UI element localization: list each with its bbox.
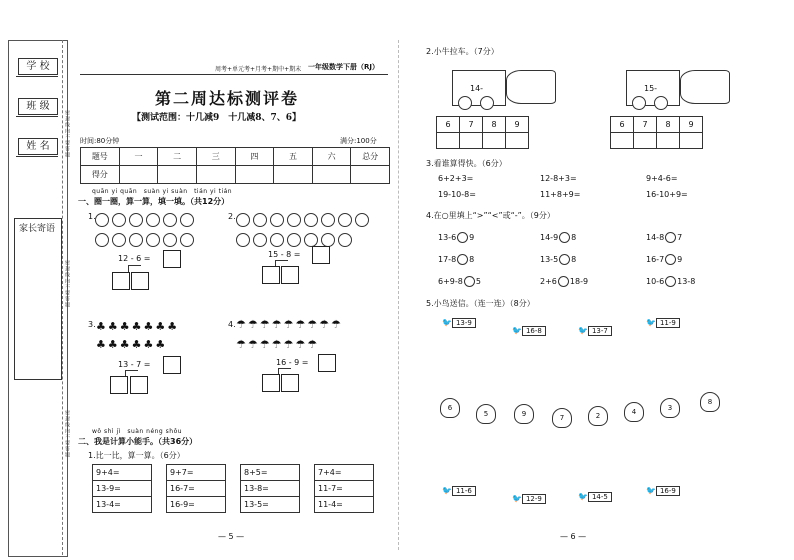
bird-tag: 14-5	[588, 492, 612, 502]
series-label: 周考+单元考+月考+期中+期末	[215, 66, 302, 73]
mitten-target[interactable]: 2	[588, 406, 608, 426]
cart-answer[interactable]	[437, 133, 460, 149]
calc-item[interactable]: 13-9=	[93, 481, 152, 497]
q4-compare-label: 4.在○里填上“>”“<”或“-”。（9分）	[426, 211, 555, 220]
tomatoes-row2	[95, 232, 197, 251]
bird-tag: 16-8	[522, 326, 546, 336]
q2-number: 2.	[228, 212, 236, 221]
page-divider	[398, 40, 399, 550]
basketball-icon	[236, 233, 250, 247]
bird-icon: 🐦	[442, 318, 452, 327]
school-field[interactable]	[16, 76, 58, 77]
compare-circle[interactable]	[559, 254, 570, 265]
umbrella-icon: ☂	[295, 318, 308, 331]
cart-answer[interactable]	[611, 133, 634, 149]
bird-icon: 🐦	[578, 326, 588, 335]
quick-item[interactable]: 12-8+3=	[540, 174, 577, 183]
compare-item: 6+9-8 5	[438, 277, 481, 286]
bird-icon: ♣	[143, 320, 156, 333]
mitten-target[interactable]: 7	[552, 408, 572, 428]
umbrellas-row1	[236, 318, 343, 331]
compare-item: 14-8 7	[646, 233, 683, 242]
calc-item[interactable]: 11-7=	[315, 481, 374, 497]
header-rule	[80, 74, 388, 75]
compare-circle[interactable]	[559, 232, 570, 243]
q3-sub-box-1[interactable]	[110, 376, 128, 394]
q4-sub-box-2[interactable]	[281, 374, 299, 392]
score-cell: 总分	[351, 148, 390, 166]
balls-row2	[236, 232, 355, 251]
cart-cell: 9	[506, 117, 529, 133]
calc-item[interactable]: 16-9=	[167, 497, 226, 513]
letter-bird[interactable]	[442, 318, 476, 327]
letter-bird[interactable]	[646, 318, 680, 327]
bird-tag: 11-6	[452, 486, 476, 496]
bird-icon: 🐦	[442, 486, 452, 495]
bird-icon: ♣	[107, 320, 120, 333]
letter-bird[interactable]	[442, 486, 476, 495]
bird-icon: 🐦	[646, 318, 656, 327]
umbrella-icon: ☂	[331, 318, 343, 331]
quick-item[interactable]: 6+2+3=	[438, 174, 474, 183]
cart-answer[interactable]	[680, 133, 703, 149]
page-number-right: — 6 —	[560, 532, 587, 541]
score-input[interactable]	[351, 166, 390, 184]
q1-sub-box-2[interactable]	[131, 272, 149, 290]
bird-icon: ♣	[96, 338, 108, 351]
letter-bird[interactable]	[578, 326, 612, 335]
q1-number: 1.	[88, 212, 96, 221]
umbrella-icon: ☂	[271, 338, 284, 351]
tomato-icon	[112, 233, 126, 247]
score-header-row	[81, 148, 390, 166]
calc-item[interactable]: 13-5=	[241, 497, 300, 513]
page-number-left: — 5 —	[218, 532, 245, 541]
bird-icon: 🐦	[646, 486, 656, 495]
bird-icon: 🐦	[512, 326, 522, 335]
calc-item[interactable]: 16-7=	[167, 481, 226, 497]
q3-answer-box[interactable]	[163, 356, 181, 374]
tomato-icon	[146, 233, 160, 247]
score-cell: 四	[235, 148, 274, 166]
seal-text-3: 密封线内不要答题	[64, 410, 70, 458]
bird-icon: ♣	[155, 338, 168, 351]
section2-pinyin: wǒ shì jì suàn néng shǒu	[92, 428, 183, 435]
name-field[interactable]	[16, 156, 58, 157]
q1-equation: 12 - 6 =	[118, 254, 151, 263]
score-input[interactable]	[235, 166, 274, 184]
cart-2-table	[610, 116, 703, 149]
tomato-icon	[95, 233, 109, 247]
basketball-icon	[253, 213, 267, 227]
seal-line	[62, 40, 63, 555]
q5-birds-label: 5.小鸟送信。（连一连）（8分）	[426, 299, 535, 308]
bird-icon: ♣	[131, 338, 144, 351]
q2-sub-box-1[interactable]	[262, 266, 280, 284]
class-label: 班 级	[18, 98, 58, 115]
cart-answer[interactable]	[657, 133, 680, 149]
quick-item[interactable]: 11+8+9=	[540, 190, 581, 199]
calc-table-2	[166, 464, 226, 513]
umbrella-icon: ☂	[307, 338, 320, 351]
compare-item: 14-9 8	[540, 233, 577, 242]
wheel-icon	[654, 96, 668, 110]
compare-circle[interactable]	[665, 254, 676, 265]
score-input[interactable]	[196, 166, 235, 184]
wheel-icon	[458, 96, 472, 110]
quick-item[interactable]: 9+4-6=	[646, 174, 678, 183]
full-score-label: 满分:100分	[340, 137, 377, 145]
basketball-icon	[304, 233, 318, 247]
letter-bird[interactable]	[578, 492, 612, 501]
ox-icon	[506, 70, 556, 104]
mitten-target[interactable]: 5	[476, 404, 496, 424]
calc-table-4	[314, 464, 374, 513]
tomato-icon	[180, 213, 194, 227]
score-table	[80, 147, 390, 184]
q2-cart-label: 2.小牛拉车。（7分）	[426, 47, 499, 56]
calc-item[interactable]: 7+4=	[315, 465, 374, 481]
cart-cell: 8	[483, 117, 506, 133]
compare-circle[interactable]	[665, 276, 676, 287]
class-field[interactable]	[16, 116, 58, 117]
seal-text-2: 密封线内不要答题	[64, 260, 70, 308]
umbrella-icon: ☂	[236, 338, 248, 351]
tomato-icon	[112, 213, 126, 227]
compare-item: 17-8 8	[438, 255, 475, 264]
compare-circle[interactable]	[665, 232, 676, 243]
mitten-target[interactable]: 8	[700, 392, 720, 412]
basketball-icon	[270, 233, 284, 247]
q3-quick-label: 3.看谁算得快。（6分）	[426, 159, 507, 168]
bird-tag: 13-9	[452, 318, 476, 328]
birds-row1	[96, 320, 179, 333]
tomato-icon	[163, 233, 177, 247]
name-label: 姓 名	[18, 138, 58, 155]
score-cell: 一	[119, 148, 158, 166]
quick-item[interactable]: 19-10-8=	[438, 190, 476, 199]
section2-q1-label: 1.比一比，算一算。（6分）	[88, 451, 185, 460]
basketball-icon	[321, 213, 335, 227]
tomato-icon	[146, 213, 160, 227]
umbrella-icon: ☂	[283, 318, 296, 331]
calc-item[interactable]: 13-8=	[241, 481, 300, 497]
umbrella-icon: ☂	[295, 338, 308, 351]
q4-equation: 16 - 9 =	[276, 358, 309, 367]
bird-icon: ♣	[167, 320, 180, 333]
ox-icon	[680, 70, 730, 104]
score-input[interactable]	[274, 166, 313, 184]
compare-circle[interactable]	[558, 276, 569, 287]
letter-bird[interactable]	[512, 494, 546, 503]
basketball-icon	[321, 233, 335, 247]
q4-sub-box-1[interactable]	[262, 374, 280, 392]
quick-item[interactable]: 16-10+9=	[646, 190, 688, 199]
score-cell: 得分	[81, 166, 120, 184]
cart-cell: 9	[680, 117, 703, 133]
bird-icon: ♣	[119, 338, 132, 351]
page-title: 第二周达标测评卷	[155, 89, 300, 108]
umbrellas-row2	[236, 338, 319, 351]
cart-2-label: 15-	[644, 84, 658, 93]
tomato-icon	[129, 213, 143, 227]
test-scope: 【测试范围：十几减9 十几减8、7、6】	[132, 113, 302, 123]
section1-pinyin: quān yi quān suàn yi suàn tián yi tián	[92, 188, 233, 195]
umbrella-icon: ☂	[307, 318, 320, 331]
basketball-icon	[338, 213, 352, 227]
bird-tag: 11-9	[656, 318, 680, 328]
umbrella-icon: ☂	[236, 318, 248, 331]
wheel-icon	[632, 96, 646, 110]
basketball-icon	[270, 213, 284, 227]
mitten-target[interactable]: 4	[624, 402, 644, 422]
cart-cell: 7	[634, 117, 657, 133]
parent-comment-label: 家长寄语	[18, 224, 55, 234]
bird-icon: 🐦	[512, 494, 522, 503]
cart-cell: 6	[437, 117, 460, 133]
q2-answer-box[interactable]	[312, 246, 330, 264]
letter-bird[interactable]	[646, 486, 680, 495]
basketball-icon	[355, 213, 369, 227]
score-input[interactable]	[158, 166, 197, 184]
q1-sub-box-1[interactable]	[112, 272, 130, 290]
compare-circle[interactable]	[457, 254, 468, 265]
cart-answer[interactable]	[634, 133, 657, 149]
compare-item: 13-5 8	[540, 255, 577, 264]
basketball-icon	[287, 213, 301, 227]
bird-icon: ♣	[119, 320, 132, 333]
q2-sub-box-2[interactable]	[281, 266, 299, 284]
bird-icon: 🐦	[578, 492, 588, 501]
score-input[interactable]	[312, 166, 351, 184]
umbrella-icon: ☂	[283, 338, 296, 351]
bird-icon: ♣	[155, 320, 168, 333]
basketball-icon	[287, 233, 301, 247]
q3-sub-box-2[interactable]	[130, 376, 148, 394]
birds-row2	[96, 338, 167, 351]
tomato-icon	[163, 213, 177, 227]
umbrella-icon: ☂	[259, 338, 272, 351]
calc-item[interactable]: 8+5=	[241, 465, 300, 481]
cart-answer[interactable]	[460, 133, 483, 149]
score-input[interactable]	[119, 166, 158, 184]
tomatoes-row1	[95, 212, 197, 231]
score-cell: 二	[158, 148, 197, 166]
bird-icon: ♣	[131, 320, 144, 333]
calc-item[interactable]: 13-4=	[93, 497, 152, 513]
bird-icon: ♣	[96, 320, 108, 333]
compare-circle[interactable]	[457, 232, 468, 243]
wheel-icon	[480, 96, 494, 110]
score-cell: 五	[274, 148, 313, 166]
score-cell: 题号	[81, 148, 120, 166]
seal-text-1: 密封线内不要答题	[64, 110, 70, 158]
tomato-icon	[180, 233, 194, 247]
basketball-icon	[338, 233, 352, 247]
calc-item[interactable]: 9+7=	[167, 465, 226, 481]
section2-heading: 二、我是计算小能手。（共36分）	[78, 437, 198, 446]
calc-table-1	[92, 464, 152, 513]
q4-answer-box[interactable]	[318, 354, 336, 372]
basketball-icon	[253, 233, 267, 247]
q3-equation: 13 - 7 =	[118, 360, 151, 369]
umbrella-icon: ☂	[247, 338, 260, 351]
basketball-icon	[304, 213, 318, 227]
umbrella-icon: ☂	[319, 318, 331, 331]
bird-tag: 13-7	[588, 326, 612, 336]
cart-cell: 8	[657, 117, 680, 133]
score-cell: 六	[312, 148, 351, 166]
tomato-icon	[129, 233, 143, 247]
book-label: 一年级数学下册（RJ）	[308, 63, 379, 71]
bird-tag: 16-9	[656, 486, 680, 496]
calc-item[interactable]: 9+4=	[93, 465, 152, 481]
bird-icon: ♣	[143, 338, 156, 351]
section1-heading: 一、圈一圈，算一算，填一填。（共12分）	[78, 197, 230, 206]
q3-number: 3.	[88, 320, 96, 329]
umbrella-icon: ☂	[259, 318, 272, 331]
cart-answer[interactable]	[506, 133, 529, 149]
compare-item: 10-6 13-8	[646, 277, 696, 286]
q1-answer-box[interactable]	[163, 250, 181, 268]
compare-circle[interactable]	[464, 276, 475, 287]
school-label: 学 校	[18, 58, 58, 75]
umbrella-icon: ☂	[247, 318, 260, 331]
balls-row1	[236, 212, 372, 231]
calc-table-3	[240, 464, 300, 513]
mitten-target[interactable]: 6	[440, 398, 460, 418]
score-cell: 三	[196, 148, 235, 166]
basketball-icon	[236, 213, 250, 227]
compare-item: 13-6 9	[438, 233, 475, 242]
time-label: 时间:80分钟	[80, 137, 120, 145]
cart-cell: 7	[460, 117, 483, 133]
calc-item[interactable]: 11-4=	[315, 497, 374, 513]
q2-equation: 15 - 8 =	[268, 250, 301, 259]
compare-item: 16-7 9	[646, 255, 683, 264]
score-value-row	[81, 166, 390, 184]
parent-comment-box[interactable]	[14, 218, 62, 380]
letter-bird[interactable]	[512, 326, 546, 335]
bird-tag: 12-9	[522, 494, 546, 504]
q4-number: 4.	[228, 320, 236, 329]
bird-icon: ♣	[107, 338, 120, 351]
mitten-target[interactable]: 3	[660, 398, 680, 418]
cart-1-label: 14-	[470, 84, 484, 93]
cart-1-table	[436, 116, 529, 149]
cart-answer[interactable]	[483, 133, 506, 149]
mitten-target[interactable]: 9	[514, 404, 534, 424]
tomato-icon	[95, 213, 109, 227]
umbrella-icon: ☂	[271, 318, 284, 331]
cart-cell: 6	[611, 117, 634, 133]
compare-item: 2+6 18-9	[540, 277, 589, 286]
